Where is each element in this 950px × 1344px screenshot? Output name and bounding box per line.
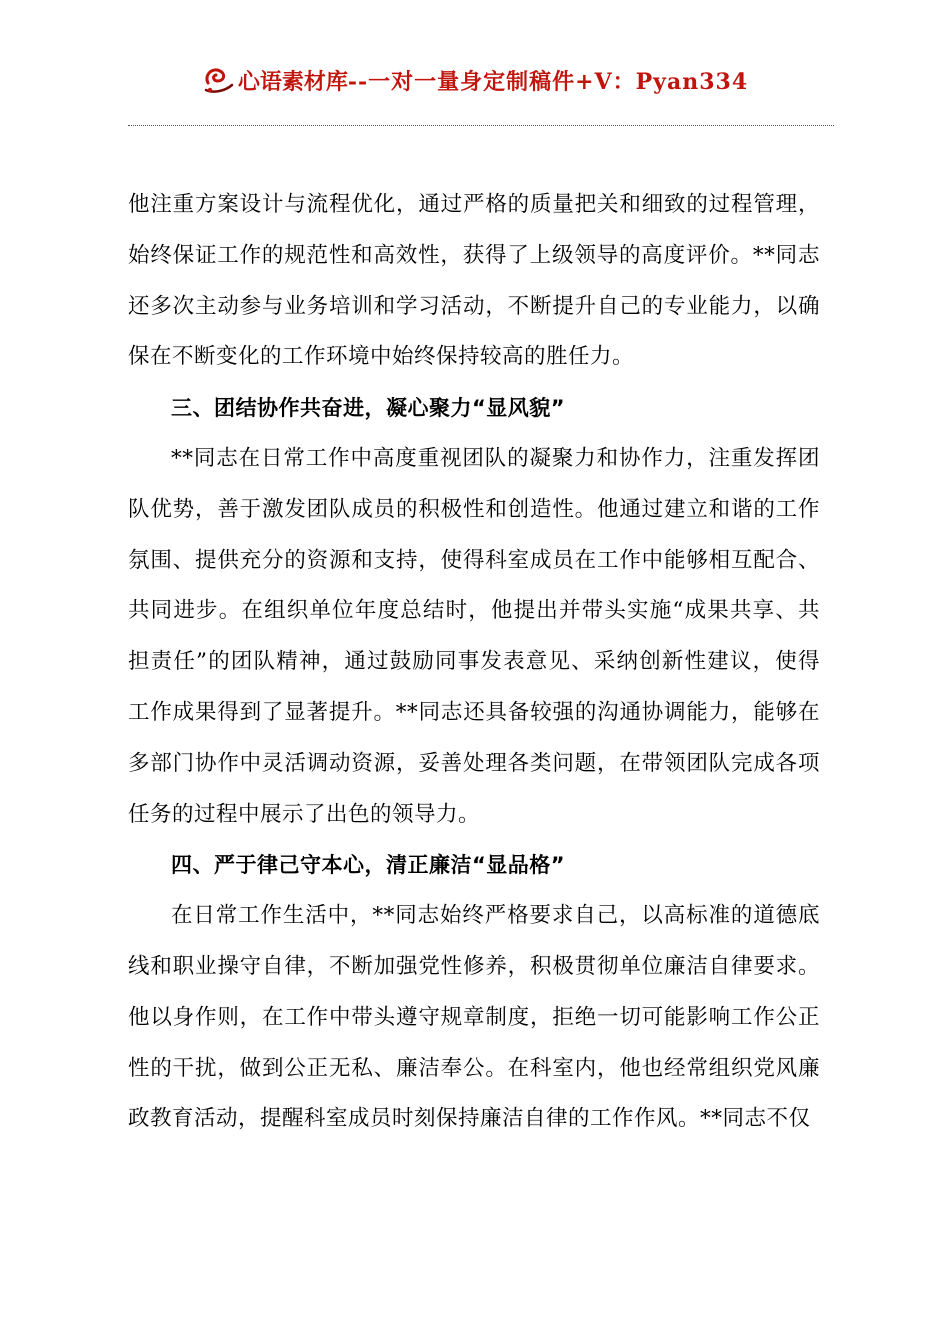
page-header (0, 60, 950, 100)
header-tagline: --一对一量身定制稿件+V：Pyan334 (347, 68, 749, 95)
paragraph-section-4: 在日常工作生活中，**同志始终严格要求自己，以高标准的道德底线和职业操守自律，不断加强党性修养，积极贯彻单位廉洁自律要求。他以身作则，在工作中带头遵守规章制度，拒绝一切可能影响工作公正性的干扰，做到公正无私、廉洁奉公。在科室内，他也经常组织党风廉政教育活动，提醒科室成员时刻保持廉洁自律的工作作风。**同志不仅 (128, 903, 820, 1132)
section-heading-3: 三、团结协作共奋进，凝心聚力“显风貌” (171, 396, 566, 421)
section-heading-4: 四、严于律己守本心，清正廉洁“显品格” (171, 853, 566, 878)
paragraph-section-3: **同志在日常工作中高度重视团队的凝聚力和协作力，注重发挥团队优势，善于激发团队成员的积极性和创造性。他通过建立和谐的工作氛围、提供充分的资源和支持，使得科室成员在工作中能够相互配合、共同进步。在组织单位年度总结时，他提出并带头实施“成果共享、共担责任”的团队精神，通过鼓励同事发表意见、采纳创新性建议，使得工作成果得到了显著提升。**同志还具备较强的沟通协调能力，能够在多部门协作中灵活调动资源，妥善处理各类问题，在带领团队完成各项任务的过程中展示了出色的领导力。 (128, 445, 820, 827)
paragraph-continued: 他注重方案设计与流程优化，通过严格的质量把关和细致的过程管理，始终保证工作的规范性和高效性，获得了上级领导的高度评价。**同志还多次主动参与业务培训和学习活动，不断提升自己的专业能力，以确保在不断变化的工作环境中始终保持较高的胜任力。 (128, 192, 820, 370)
heart-swirl-logo-icon (202, 63, 236, 97)
document-body (128, 180, 820, 1145)
header-inner (202, 63, 748, 97)
brand-name: 心语素材库 (237, 68, 348, 95)
header-divider (128, 125, 834, 126)
